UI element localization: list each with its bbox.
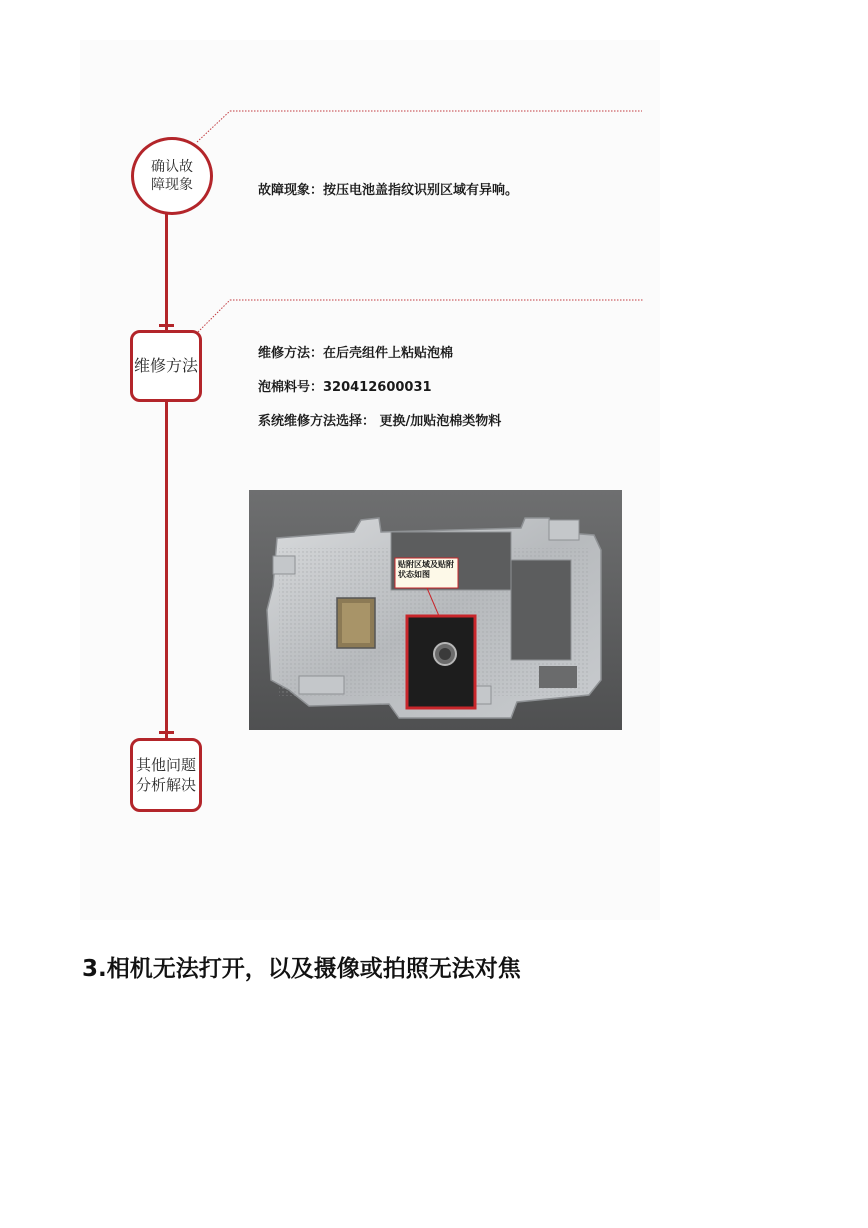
foam-part-number: 泡棉料号：320412600031 bbox=[258, 380, 432, 395]
step-repair-method-label: 维修方法 bbox=[133, 356, 198, 375]
step-other-issues-line1: 其他问题 bbox=[135, 756, 196, 774]
section-heading: 3.相机无法打开，以及摄像或拍照无法对焦 bbox=[82, 956, 521, 982]
photo-callout-label: 贴附区域及贴附状态如图 bbox=[398, 560, 454, 579]
step-repair-method bbox=[130, 330, 202, 402]
flow-tick-1 bbox=[159, 324, 174, 327]
flow-line-1 bbox=[165, 214, 168, 332]
step-other-issues-line2: 分析解决 bbox=[135, 776, 196, 794]
fault-description: 故障现象：按压电池盖指纹识别区域有异响。 bbox=[258, 183, 519, 198]
repair-method-text: 维修方法：在后壳组件上粘贴泡棉 bbox=[258, 346, 454, 361]
flow-tick-2 bbox=[159, 731, 174, 734]
step-other-issues bbox=[130, 738, 202, 812]
flow-line-2 bbox=[165, 401, 168, 739]
back-housing-photo bbox=[249, 490, 622, 730]
step-confirm-fault-line2: 障现象 bbox=[151, 177, 193, 193]
step-confirm-fault-line1: 确认故 bbox=[151, 159, 193, 175]
system-repair-choice: 系统维修方法选择： 更换/加贴泡棉类物料 bbox=[258, 414, 502, 429]
step-confirm-fault bbox=[131, 137, 213, 215]
